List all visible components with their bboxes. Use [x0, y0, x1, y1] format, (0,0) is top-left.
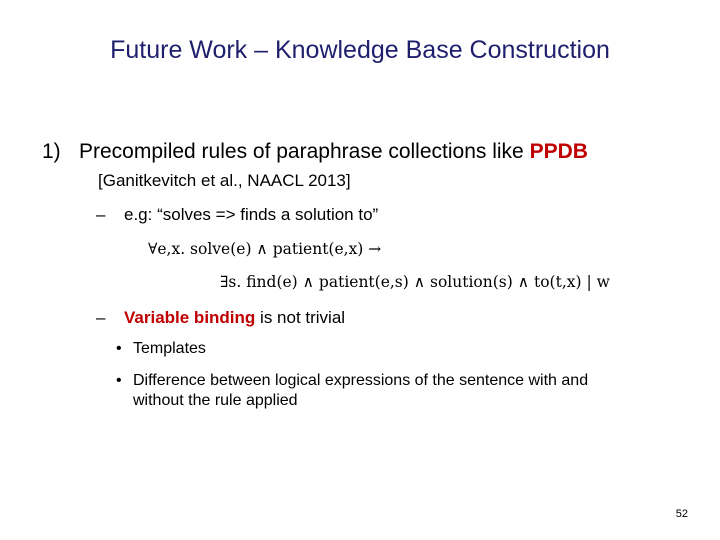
variable-binding-line [96, 308, 345, 328]
dash-marker: – [96, 308, 106, 327]
bullet-continuation: without the rule applied [133, 392, 298, 409]
formula-line-2: ∃s. find(e) ∧ patient(e,s) ∧ solution(s) ∧ to(t,x) | w [220, 273, 610, 291]
slide-title: Future Work – Knowledge Base Construction [110, 36, 610, 64]
bullet-marker: • [116, 372, 122, 389]
bullet-templates [116, 339, 206, 358]
dash-marker: – [96, 205, 106, 224]
bullet-marker: • [116, 340, 122, 357]
citation: [Ganitkevitch et al., NAACL 2013] [98, 171, 351, 190]
item-number: 1) [42, 140, 61, 163]
example-text: e.g: “solves => finds a solution to” [124, 205, 379, 224]
page-number: 52 [675, 508, 688, 520]
formula-line-1: ∀e,x. solve(e) ∧ patient(e,x) → [148, 240, 382, 258]
bullet-text: Difference between logical expressions of the sentence with and [133, 372, 589, 389]
bullet-difference [116, 371, 588, 390]
numbered-item-1 [42, 140, 588, 164]
ppdb-highlight: PPDB [529, 140, 588, 163]
variable-binding-highlight: Variable binding [124, 308, 256, 327]
bullet-text: Templates [133, 340, 206, 357]
item-text: Precompiled rules of paraphrase collections like [79, 140, 530, 163]
example-line [96, 205, 378, 225]
variable-binding-text: is not trivial [255, 308, 346, 327]
